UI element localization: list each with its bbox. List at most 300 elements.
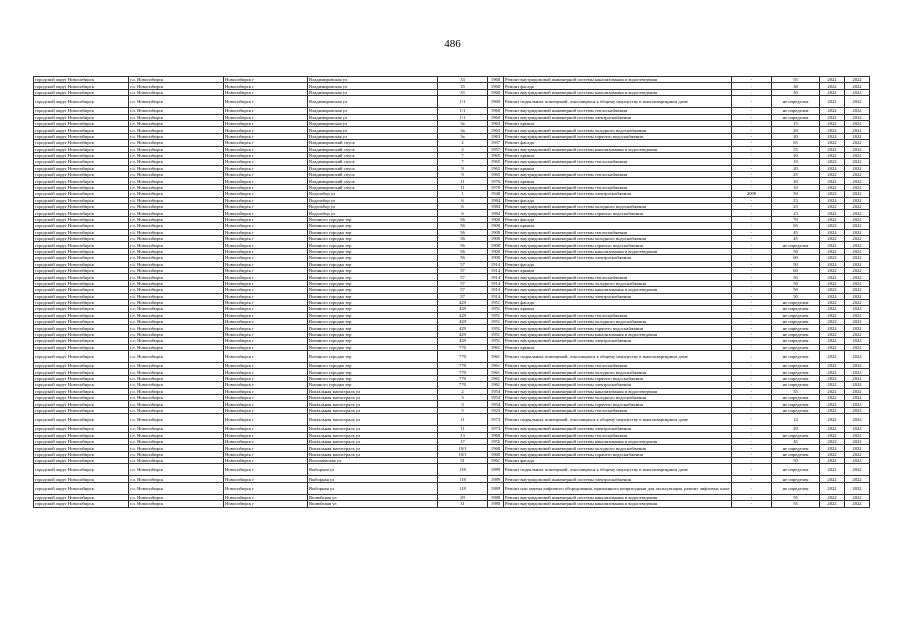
municipality-cell: городской округ Новосибирск — [34, 375, 129, 381]
municipality-cell: городской округ Новосибирск — [34, 261, 129, 267]
street-cell: Военного городка тер — [308, 338, 438, 344]
settlement-cell: г.о. Новосибирск — [129, 494, 224, 500]
city-cell: Новосибирск г — [224, 319, 308, 325]
city-cell: Новосибирск г — [224, 375, 308, 381]
city-cell: Новосибирск г — [224, 140, 308, 146]
last-repair-year-cell: - — [732, 432, 772, 438]
plan-end-year-cell: 2022 — [845, 306, 870, 312]
city-cell: Новосибирск г — [224, 351, 308, 363]
build-year-cell: 1963 — [488, 120, 504, 126]
last-repair-year-cell: - — [732, 114, 772, 120]
build-year-cell: 1957 — [488, 146, 504, 152]
work-type-cell: Ремонт внутридомовой инженерной системы холодного водоснабжения — [504, 394, 732, 400]
city-cell: Новосибирск г — [224, 414, 308, 426]
wear-percent-cell: не определен — [772, 319, 820, 325]
build-year-cell: 1965 — [488, 172, 504, 178]
wear-percent-cell: не определен — [772, 299, 820, 305]
work-type-cell: Ремонт подвальных помещений, относящихся к общему имуществу в многоквартирном доме — [504, 96, 732, 108]
street-cell: Военного городка тер — [308, 267, 438, 273]
last-repair-year-cell: - — [732, 248, 772, 254]
settlement-cell: г.о. Новосибирск — [129, 458, 224, 464]
city-cell: Новосибирск г — [224, 501, 308, 507]
wear-percent-cell: 55 — [772, 501, 820, 507]
plan-start-year-cell: 2022 — [820, 178, 845, 184]
build-year-cell: 1900 — [488, 223, 504, 229]
last-repair-year-cell: - — [732, 344, 772, 350]
house-number-cell: 429 — [438, 312, 488, 318]
plan-end-year-cell: 2022 — [845, 388, 870, 394]
wear-percent-cell: 50 — [772, 191, 820, 197]
plan-start-year-cell: 2022 — [820, 229, 845, 235]
build-year-cell: 1914 — [488, 274, 504, 280]
page-number: 486 — [444, 38, 461, 50]
plan-start-year-cell: 2022 — [820, 210, 845, 216]
city-cell: Новосибирск г — [224, 120, 308, 126]
wear-percent-cell: не определен — [772, 363, 820, 369]
plan-start-year-cell: 2022 — [820, 96, 845, 108]
house-number-cell: 13 — [438, 432, 488, 438]
house-number-cell: 118 — [438, 464, 488, 476]
settlement-cell: г.о. Новосибирск — [129, 96, 224, 108]
build-year-cell: 1973 — [488, 426, 504, 432]
plan-end-year-cell: 2022 — [845, 331, 870, 337]
settlement-cell: г.о. Новосибирск — [129, 210, 224, 216]
last-repair-year-cell: - — [732, 438, 772, 444]
city-cell: Новосибирск г — [224, 363, 308, 369]
wear-percent-cell: 10 — [772, 159, 820, 165]
plan-end-year-cell: 2022 — [845, 216, 870, 222]
wear-percent-cell: не определен — [772, 331, 820, 337]
work-type-cell: Ремонт подвальных помещений, относящихся к общему имуществу в многоквартирном доме — [504, 464, 732, 476]
municipality-cell: городской округ Новосибирск — [34, 451, 129, 457]
settlement-cell: г.о. Новосибирск — [129, 229, 224, 235]
house-number-cell: 56 — [438, 255, 488, 261]
municipality-cell: городской округ Новосибирск — [34, 293, 129, 299]
build-year-cell: 1961 — [488, 369, 504, 375]
build-year-cell: 1951 — [488, 299, 504, 305]
house-number-cell: 56 — [438, 242, 488, 248]
street-cell: Волочаевская ул — [308, 458, 438, 464]
last-repair-year-cell: - — [732, 293, 772, 299]
plan-start-year-cell: 2022 — [820, 325, 845, 331]
plan-start-year-cell: 2022 — [820, 89, 845, 95]
municipality-cell: городской округ Новосибирск — [34, 274, 129, 280]
plan-end-year-cell: 2022 — [845, 204, 870, 210]
settlement-cell: г.о. Новосибирск — [129, 501, 224, 507]
last-repair-year-cell: - — [732, 299, 772, 305]
street-cell: Вокзальная магистраль ул — [308, 394, 438, 400]
wear-percent-cell: не определен — [772, 242, 820, 248]
city-cell: Новосибирск г — [224, 344, 308, 350]
wear-percent-cell: 50 — [772, 293, 820, 299]
plan-end-year-cell: 2022 — [845, 494, 870, 500]
build-year-cell: 1900 — [488, 216, 504, 222]
plan-end-year-cell: 2022 — [845, 178, 870, 184]
settlement-cell: г.о. Новосибирск — [129, 363, 224, 369]
build-year-cell: 1914 — [488, 267, 504, 273]
last-repair-year-cell: - — [732, 127, 772, 133]
settlement-cell: г.о. Новосибирск — [129, 482, 224, 494]
street-cell: Вокзальная магистраль ул — [308, 407, 438, 413]
plan-start-year-cell: 2022 — [820, 401, 845, 407]
municipality-cell: городской округ Новосибирск — [34, 114, 129, 120]
settlement-cell: г.о. Новосибирск — [129, 108, 224, 114]
house-number-cell: 1/1 — [438, 108, 488, 114]
plan-end-year-cell: 2022 — [845, 458, 870, 464]
wear-percent-cell: не определен — [772, 401, 820, 407]
wear-percent-cell: 55 — [772, 494, 820, 500]
plan-start-year-cell: 2022 — [820, 216, 845, 222]
last-repair-year-cell: - — [732, 363, 772, 369]
plan-start-year-cell: 2022 — [820, 197, 845, 203]
municipality-cell: городской округ Новосибирск — [34, 178, 129, 184]
house-number-cell: 57 — [438, 293, 488, 299]
last-repair-year-cell: - — [732, 229, 772, 235]
city-cell: Новосибирск г — [224, 274, 308, 280]
city-cell: Новосибирск г — [224, 432, 308, 438]
plan-end-year-cell: 2022 — [845, 445, 870, 451]
municipality-cell: городской округ Новосибирск — [34, 140, 129, 146]
municipality-cell: городской округ Новосибирск — [34, 464, 129, 476]
table-row — [34, 414, 870, 426]
last-repair-year-cell: - — [732, 235, 772, 241]
street-cell: Вилюйская ул — [308, 501, 438, 507]
house-number-cell: 1/1 — [438, 114, 488, 120]
city-cell: Новосибирск г — [224, 159, 308, 165]
municipality-cell: городской округ Новосибирск — [34, 338, 129, 344]
last-repair-year-cell: - — [732, 204, 772, 210]
wear-percent-cell: не определен — [772, 338, 820, 344]
work-type-cell: Ремонт внутридомовой инженерной системы горячего водоснабжения — [504, 242, 732, 248]
plan-start-year-cell: 2022 — [820, 344, 845, 350]
wear-percent-cell: 50 — [772, 261, 820, 267]
city-cell: Новосибирск г — [224, 306, 308, 312]
street-cell: Вилюйская ул — [308, 494, 438, 500]
capital-repair-table — [33, 76, 870, 508]
settlement-cell: г.о. Новосибирск — [129, 204, 224, 210]
street-cell: Вокзальная магистраль ул — [308, 388, 438, 394]
city-cell: Новосибирск г — [224, 83, 308, 89]
house-number-cell: 1 — [438, 191, 488, 197]
municipality-cell: городской округ Новосибирск — [34, 255, 129, 261]
city-cell: Новосибирск г — [224, 438, 308, 444]
municipality-cell: городской округ Новосибирск — [34, 83, 129, 89]
work-type-cell: Ремонт внутридомовой инженерной системы теплоснабжения — [504, 363, 732, 369]
house-number-cell: 118 — [438, 476, 488, 482]
work-type-cell: Ремонт внутридомовой инженерной системы теплоснабжения — [504, 159, 732, 165]
last-repair-year-cell: - — [732, 197, 772, 203]
plan-end-year-cell: 2022 — [845, 96, 870, 108]
municipality-cell: городской округ Новосибирск — [34, 426, 129, 432]
house-number-cell: 5 — [438, 407, 488, 413]
build-year-cell: 1961 — [488, 363, 504, 369]
wear-percent-cell: 15 — [772, 120, 820, 126]
work-type-cell: Ремонт внутридомовой инженерной системы горячего водоснабжения — [504, 401, 732, 407]
street-cell: Выборная ул — [308, 482, 438, 494]
city-cell: Новосибирск г — [224, 165, 308, 171]
street-cell: Военного городка тер — [308, 363, 438, 369]
plan-start-year-cell: 2022 — [820, 120, 845, 126]
settlement-cell: г.о. Новосибирск — [129, 287, 224, 293]
plan-start-year-cell: 2022 — [820, 127, 845, 133]
plan-end-year-cell: 2022 — [845, 127, 870, 133]
plan-start-year-cell: 2022 — [820, 293, 845, 299]
city-cell: Новосибирск г — [224, 216, 308, 222]
last-repair-year-cell: - — [732, 83, 772, 89]
city-cell: Новосибирск г — [224, 255, 308, 261]
plan-end-year-cell: 2022 — [845, 152, 870, 158]
wear-percent-cell: не определен — [772, 306, 820, 312]
plan-start-year-cell: 2022 — [820, 184, 845, 190]
wear-percent-cell: 55 — [772, 146, 820, 152]
build-year-cell: 1951 — [488, 312, 504, 318]
street-cell: Владимировская ул — [308, 77, 438, 83]
house-number-cell: 17 — [438, 438, 488, 444]
wear-percent-cell: не определен — [772, 375, 820, 381]
wear-percent-cell: не определен — [772, 114, 820, 120]
work-type-cell: Ремонт внутридомовой инженерной системы теплоснабжения — [504, 407, 732, 413]
street-cell: Военного городка тер — [308, 299, 438, 305]
wear-percent-cell: не определен — [772, 108, 820, 114]
table-row — [34, 501, 870, 507]
municipality-cell: городской округ Новосибирск — [34, 363, 129, 369]
build-year-cell: 1984 — [488, 197, 504, 203]
house-number-cell: 57 — [438, 274, 488, 280]
build-year-cell: 1960 — [488, 77, 504, 83]
work-type-cell: Ремонт внутридомовой инженерной системы горячего водоснабжения — [504, 325, 732, 331]
table-row — [34, 482, 870, 494]
city-cell: Новосибирск г — [224, 464, 308, 476]
municipality-cell: городской округ Новосибирск — [34, 108, 129, 114]
city-cell: Новосибирск г — [224, 267, 308, 273]
settlement-cell: г.о. Новосибирск — [129, 369, 224, 375]
settlement-cell: г.о. Новосибирск — [129, 83, 224, 89]
wear-percent-cell: 20 — [772, 178, 820, 184]
municipality-cell: городской округ Новосибирск — [34, 344, 129, 350]
last-repair-year-cell: 2009 — [732, 191, 772, 197]
wear-percent-cell: не определен — [772, 369, 820, 375]
plan-end-year-cell: 2022 — [845, 255, 870, 261]
house-number-cell: 770 — [438, 344, 488, 350]
house-number-cell: 770 — [438, 369, 488, 375]
last-repair-year-cell: - — [732, 184, 772, 190]
plan-end-year-cell: 2022 — [845, 159, 870, 165]
build-year-cell: 1963 — [488, 127, 504, 133]
city-cell: Новосибирск г — [224, 114, 308, 120]
municipality-cell: городской округ Новосибирск — [34, 388, 129, 394]
plan-end-year-cell: 2022 — [845, 501, 870, 507]
house-number-cell: 2 — [438, 388, 488, 394]
house-number-cell: 57 — [438, 280, 488, 286]
street-cell: Вокзальная магистраль ул — [308, 432, 438, 438]
municipality-cell: городской округ Новосибирск — [34, 482, 129, 494]
plan-start-year-cell: 2022 — [820, 312, 845, 318]
municipality-cell: городской округ Новосибирск — [34, 414, 129, 426]
plan-end-year-cell: 2022 — [845, 172, 870, 178]
street-cell: Водозабор ул — [308, 204, 438, 210]
city-cell: Новосибирск г — [224, 191, 308, 197]
city-cell: Новосибирск г — [224, 494, 308, 500]
settlement-cell: г.о. Новосибирск — [129, 464, 224, 476]
house-number-cell: 7 — [438, 159, 488, 165]
plan-start-year-cell: 2022 — [820, 476, 845, 482]
settlement-cell: г.о. Новосибирск — [129, 338, 224, 344]
wear-percent-cell: 23 — [772, 210, 820, 216]
house-number-cell: 770 — [438, 375, 488, 381]
wear-percent-cell: 60 — [772, 255, 820, 261]
street-cell: Военного городка тер — [308, 369, 438, 375]
plan-end-year-cell: 2022 — [845, 242, 870, 248]
plan-start-year-cell: 2022 — [820, 451, 845, 457]
plan-start-year-cell: 2022 — [820, 351, 845, 363]
street-cell: Вокзальная магистраль ул — [308, 451, 438, 457]
work-type-cell: Ремонт внутридомовой инженерной системы канализования и водоотведения — [504, 287, 732, 293]
wear-percent-cell: 10 — [772, 184, 820, 190]
work-type-cell: Ремонт крыши — [504, 306, 732, 312]
city-cell: Новосибирск г — [224, 229, 308, 235]
settlement-cell: г.о. Новосибирск — [129, 401, 224, 407]
plan-end-year-cell: 2022 — [845, 375, 870, 381]
work-type-cell: Ремонт фасада — [504, 216, 732, 222]
plan-start-year-cell: 2022 — [820, 146, 845, 152]
plan-end-year-cell: 2022 — [845, 451, 870, 457]
plan-end-year-cell: 2022 — [845, 464, 870, 476]
plan-start-year-cell: 2022 — [820, 445, 845, 451]
work-type-cell: Ремонт внутридомовой инженерной системы теплоснабжения — [504, 184, 732, 190]
house-number-cell: 429 — [438, 325, 488, 331]
municipality-cell: городской округ Новосибирск — [34, 172, 129, 178]
plan-start-year-cell: 2022 — [820, 165, 845, 171]
settlement-cell: г.о. Новосибирск — [129, 178, 224, 184]
municipality-cell: городской округ Новосибирск — [34, 287, 129, 293]
settlement-cell: г.о. Новосибирск — [129, 261, 224, 267]
settlement-cell: г.о. Новосибирск — [129, 375, 224, 381]
plan-start-year-cell: 2022 — [820, 407, 845, 413]
street-cell: Вокзальная магистраль ул — [308, 426, 438, 432]
wear-percent-cell: 45 — [772, 229, 820, 235]
city-cell: Новосибирск г — [224, 280, 308, 286]
plan-start-year-cell: 2022 — [820, 204, 845, 210]
plan-start-year-cell: 2022 — [820, 494, 845, 500]
wear-percent-cell: не определен — [772, 407, 820, 413]
work-type-cell: Ремонт крыши — [504, 152, 732, 158]
last-repair-year-cell: - — [732, 89, 772, 95]
plan-start-year-cell: 2022 — [820, 482, 845, 494]
city-cell: Новосибирск г — [224, 197, 308, 203]
city-cell: Новосибирск г — [224, 407, 308, 413]
settlement-cell: г.о. Новосибирск — [129, 293, 224, 299]
street-cell: Военного городка тер — [308, 306, 438, 312]
city-cell: Новосибирск г — [224, 331, 308, 337]
house-number-cell: 57 — [438, 267, 488, 273]
municipality-cell: городской округ Новосибирск — [34, 197, 129, 203]
build-year-cell: 1960 — [488, 108, 504, 114]
plan-start-year-cell: 2022 — [820, 140, 845, 146]
work-type-cell: Ремонт внутридомовой инженерной системы канализования и водоотведения — [504, 388, 732, 394]
build-year-cell: 1954 — [488, 394, 504, 400]
build-year-cell: 1960 — [488, 83, 504, 89]
plan-end-year-cell: 2022 — [845, 280, 870, 286]
street-cell: Владимировская ул — [308, 96, 438, 108]
plan-end-year-cell: 2022 — [845, 438, 870, 444]
wear-percent-cell: 20 — [772, 127, 820, 133]
street-cell: Вокзальная магистраль ул — [308, 438, 438, 444]
settlement-cell: г.о. Новосибирск — [129, 331, 224, 337]
house-number-cell: 56 — [438, 223, 488, 229]
build-year-cell: 1960 — [488, 114, 504, 120]
settlement-cell: г.о. Новосибирск — [129, 344, 224, 350]
municipality-cell: городской округ Новосибирск — [34, 191, 129, 197]
work-type-cell: Ремонт внутридомовой инженерной системы теплоснабжения — [504, 432, 732, 438]
last-repair-year-cell: - — [732, 501, 772, 507]
settlement-cell: г.о. Новосибирск — [129, 77, 224, 83]
house-number-cell: 429 — [438, 319, 488, 325]
house-number-cell: 2 — [438, 146, 488, 152]
last-repair-year-cell: - — [732, 274, 772, 280]
table-row — [34, 96, 870, 108]
city-cell: Новосибирск г — [224, 369, 308, 375]
build-year-cell: 1989 — [488, 464, 504, 476]
city-cell: Новосибирск г — [224, 223, 308, 229]
settlement-cell: г.о. Новосибирск — [129, 133, 224, 139]
work-type-cell: Ремонт крыши — [504, 120, 732, 126]
house-number-cell: 11 — [438, 178, 488, 184]
street-cell: Вокзальная магистраль ул — [308, 414, 438, 426]
work-type-cell: Ремонт внутридомовой инженерной системы электроснабжения — [504, 114, 732, 120]
wear-percent-cell: не определен — [772, 325, 820, 331]
build-year-cell: 1960 — [488, 451, 504, 457]
last-repair-year-cell: - — [732, 464, 772, 476]
municipality-cell: городской округ Новосибирск — [34, 89, 129, 95]
last-repair-year-cell: - — [732, 77, 772, 83]
municipality-cell: городской округ Новосибирск — [34, 127, 129, 133]
municipality-cell: городской округ Новосибирск — [34, 235, 129, 241]
plan-end-year-cell: 2022 — [845, 287, 870, 293]
plan-end-year-cell: 2022 — [845, 108, 870, 114]
build-year-cell: 1989 — [488, 476, 504, 482]
street-cell: Вокзальная магистраль ул — [308, 401, 438, 407]
plan-end-year-cell: 2022 — [845, 338, 870, 344]
wear-percent-cell: 60 — [772, 267, 820, 273]
municipality-cell: городской округ Новосибирск — [34, 133, 129, 139]
build-year-cell: 1900 — [488, 235, 504, 241]
city-cell: Новосибирск г — [224, 127, 308, 133]
last-repair-year-cell: - — [732, 351, 772, 363]
house-number-cell: 770 — [438, 363, 488, 369]
house-number-cell: 118 — [438, 482, 488, 494]
plan-end-year-cell: 2022 — [845, 407, 870, 413]
municipality-cell: городской округ Новосибирск — [34, 382, 129, 388]
plan-start-year-cell: 2022 — [820, 426, 845, 432]
build-year-cell: 1914 — [488, 293, 504, 299]
last-repair-year-cell: - — [732, 146, 772, 152]
work-type-cell: Ремонт внутридомовой инженерной системы теплоснабжения — [504, 108, 732, 114]
wear-percent-cell: 45 — [772, 235, 820, 241]
build-year-cell: 1940 — [488, 191, 504, 197]
city-cell: Новосибирск г — [224, 204, 308, 210]
table-body — [34, 77, 870, 508]
build-year-cell: 1914 — [488, 261, 504, 267]
plan-end-year-cell: 2022 — [845, 369, 870, 375]
house-number-cell: 29 — [438, 494, 488, 500]
build-year-cell: 1984 — [488, 204, 504, 210]
municipality-cell: городской округ Новосибирск — [34, 501, 129, 507]
city-cell: Новосибирск г — [224, 235, 308, 241]
build-year-cell: 1954 — [488, 401, 504, 407]
build-year-cell: 1951 — [488, 319, 504, 325]
plan-start-year-cell: 2022 — [820, 388, 845, 394]
plan-end-year-cell: 2022 — [845, 146, 870, 152]
